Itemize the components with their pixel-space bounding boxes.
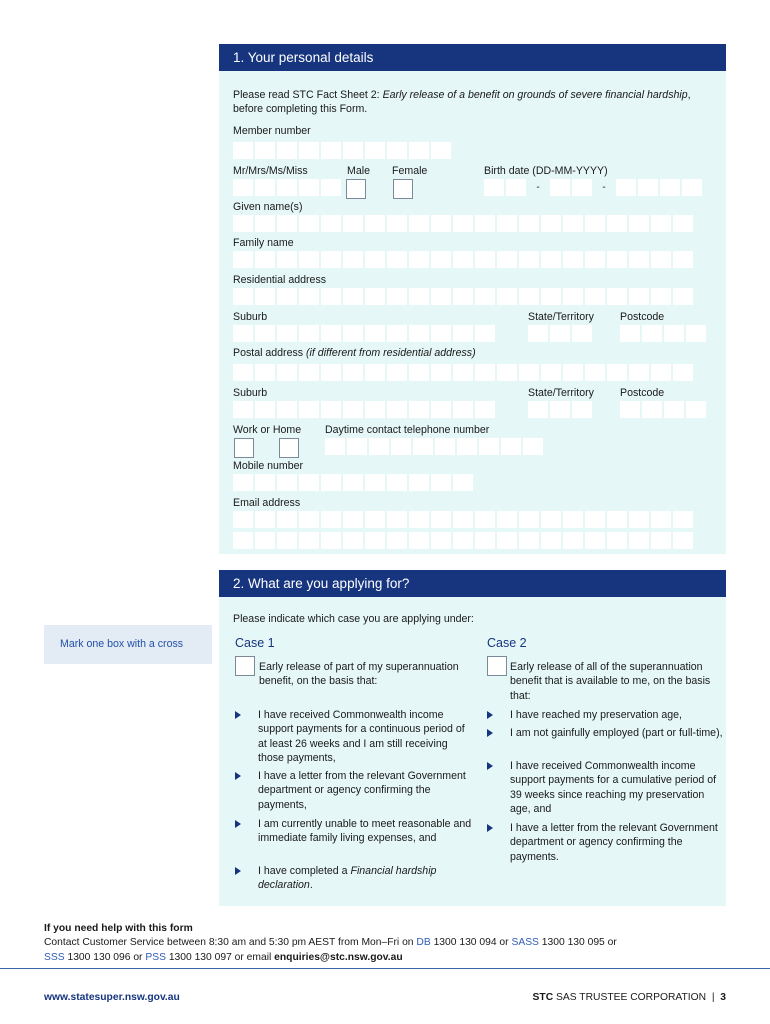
pss-link[interactable]: PSS bbox=[145, 951, 166, 963]
postcode-label: Postcode bbox=[620, 311, 665, 323]
case-1-checkbox[interactable] bbox=[235, 656, 255, 676]
footer-divider bbox=[0, 968, 770, 969]
suburb-field[interactable] bbox=[233, 325, 497, 342]
birth-date-label: Birth date (DD-MM-YYYY) bbox=[484, 165, 608, 177]
title-label: Mr/Mrs/Ms/Miss bbox=[233, 165, 308, 177]
postal-postcode-field[interactable] bbox=[620, 401, 708, 418]
personal-details-section bbox=[219, 44, 726, 554]
male-checkbox[interactable] bbox=[346, 179, 366, 199]
help-contact-text: Contact Customer Service between 8:30 am and 5:30 pm AEST from Mon–Fri on bbox=[44, 937, 417, 948]
daytime-phone-field[interactable] bbox=[325, 438, 545, 455]
postal-state-label: State/Territory bbox=[528, 387, 594, 399]
page-number: 3 bbox=[720, 992, 726, 1003]
sass-link[interactable]: SASS bbox=[511, 937, 539, 948]
bullet-text: I have a letter from the relevant Government department or agency confirming the payments. bbox=[510, 822, 718, 863]
bullet-text: I am currently unable to meet reasonable and immediate family living expenses, and bbox=[258, 818, 472, 845]
postal-suburb-label: Suburb bbox=[233, 387, 268, 399]
work-home-label: Work or Home bbox=[233, 424, 302, 436]
help-email[interactable]: enquiries@stc.nsw.gov.au bbox=[274, 951, 403, 963]
email-field-line-2[interactable] bbox=[233, 532, 695, 549]
bullet-arrow-icon bbox=[235, 772, 241, 780]
mobile-label: Mobile number bbox=[233, 460, 304, 472]
postal-address-text: Postal address bbox=[233, 347, 307, 359]
bullet-text-prefix: I have completed a bbox=[258, 865, 351, 877]
db-link[interactable]: DB bbox=[416, 937, 431, 948]
help-title: If you need help with this form bbox=[44, 923, 193, 934]
org-abbreviation: STC bbox=[532, 992, 554, 1003]
case-2-bullet bbox=[487, 759, 725, 816]
help-text bbox=[44, 936, 734, 965]
hardship-declaration-title: Financial hardship declaration bbox=[258, 865, 437, 892]
bullet-text: I have a letter from the relevant Government department or agency confirming the payments, bbox=[258, 770, 466, 811]
daytime-phone-label: Daytime contact telephone number bbox=[325, 424, 490, 436]
postcode-field[interactable] bbox=[620, 325, 708, 342]
case-1-bullet bbox=[235, 817, 473, 846]
intro-suffix: , before completing this Form. bbox=[233, 89, 691, 115]
section-2-title: 2. What are you applying for? bbox=[219, 570, 726, 597]
member-number-label: Member number bbox=[233, 125, 311, 137]
sss-phone: 1300 130 096 or bbox=[64, 951, 146, 963]
fact-sheet-title: Early release of a benefit on grounds of severe financial hardship bbox=[382, 89, 688, 101]
section-2-intro: Please indicate which case you are applying under: bbox=[233, 613, 474, 625]
bullet-text-suffix: . bbox=[309, 879, 313, 892]
state-field[interactable] bbox=[528, 325, 594, 342]
bullet-arrow-icon bbox=[487, 824, 493, 832]
sss-link[interactable]: SSS bbox=[44, 951, 65, 963]
db-phone: 1300 130 094 or bbox=[430, 937, 512, 948]
bullet-arrow-icon bbox=[235, 820, 241, 828]
case-1-bullet bbox=[235, 708, 473, 765]
org-name: SAS TRUSTEE CORPORATION bbox=[553, 992, 707, 1003]
bullet-text: I have received Commonwealth income support payments for a continuous period of at least 26 weeks and I am still receiving those payments, bbox=[258, 709, 465, 764]
bullet-text bbox=[258, 864, 473, 893]
date-separator: - bbox=[602, 182, 606, 193]
member-number-field[interactable] bbox=[233, 142, 453, 159]
footer-website-link[interactable]: www.statesuper.nsw.gov.au bbox=[44, 992, 180, 1003]
postal-address-note: (if different from residential address) bbox=[306, 347, 476, 359]
case-2-checkbox[interactable] bbox=[487, 656, 507, 676]
footer-org bbox=[533, 992, 726, 1003]
birth-date-field[interactable] bbox=[484, 179, 704, 196]
case-2-text: Early release of all of the superannuation benefit that is available to me, on the basis that: bbox=[510, 661, 711, 702]
home-checkbox[interactable] bbox=[279, 438, 299, 458]
sass-phone: 1300 130 095 or bbox=[538, 937, 617, 948]
male-label: Male bbox=[347, 165, 370, 177]
bullet-arrow-icon bbox=[235, 711, 241, 719]
email-field-line-1[interactable] bbox=[233, 511, 695, 528]
bullet-arrow-icon bbox=[487, 711, 493, 719]
pss-phone: 1300 130 097 or email bbox=[165, 951, 275, 963]
case-1-bullet bbox=[235, 864, 473, 893]
date-separator: - bbox=[536, 182, 540, 193]
family-name-label: Family name bbox=[233, 237, 294, 249]
case-2-bullet bbox=[487, 726, 725, 740]
postal-address-field[interactable] bbox=[233, 364, 695, 381]
state-label: State/Territory bbox=[528, 311, 594, 323]
bullet-arrow-icon bbox=[235, 867, 241, 875]
footer-separator: | bbox=[711, 992, 715, 1003]
female-label: Female bbox=[392, 165, 428, 177]
bullet-text: I have reached my preservation age, bbox=[510, 709, 682, 721]
bullet-text: I have received Commonwealth income support payments for a cumulative period of 39 weeks since reaching my preservation age, and bbox=[510, 760, 717, 815]
given-names-label: Given name(s) bbox=[233, 201, 303, 213]
case-1-text: Early release of part of my superannuation benefit, on the basis that: bbox=[259, 661, 459, 688]
intro-text: Please read STC Fact Sheet 2: bbox=[233, 89, 383, 101]
postal-postcode-label: Postcode bbox=[620, 387, 665, 399]
bullet-text: I am not gainfully employed (part or full-time), bbox=[510, 727, 723, 739]
work-checkbox[interactable] bbox=[234, 438, 254, 458]
title-field[interactable] bbox=[233, 179, 343, 196]
section-1-title: 1. Your personal details bbox=[219, 44, 726, 71]
bullet-arrow-icon bbox=[487, 729, 493, 737]
mark-one-box-note: Mark one box with a cross bbox=[44, 625, 212, 664]
case-1-bullet bbox=[235, 769, 473, 812]
suburb-label: Suburb bbox=[233, 311, 268, 323]
section-1-intro bbox=[233, 88, 713, 116]
female-checkbox[interactable] bbox=[393, 179, 413, 199]
bullet-arrow-icon bbox=[487, 762, 493, 770]
family-name-field[interactable] bbox=[233, 251, 695, 268]
postal-state-field[interactable] bbox=[528, 401, 594, 418]
case-2-title: Case 2 bbox=[487, 636, 527, 650]
case-2-bullet bbox=[487, 708, 725, 722]
given-names-field[interactable] bbox=[233, 215, 695, 232]
case-1-title: Case 1 bbox=[235, 636, 275, 650]
residential-address-field[interactable] bbox=[233, 288, 695, 305]
postal-suburb-field[interactable] bbox=[233, 401, 497, 418]
mobile-field[interactable] bbox=[233, 474, 475, 491]
application-type-section bbox=[219, 570, 726, 906]
case-2-bullet bbox=[487, 821, 725, 864]
email-label: Email address bbox=[233, 497, 301, 509]
residential-address-label: Residential address bbox=[233, 274, 327, 286]
postal-address-label bbox=[233, 347, 476, 360]
